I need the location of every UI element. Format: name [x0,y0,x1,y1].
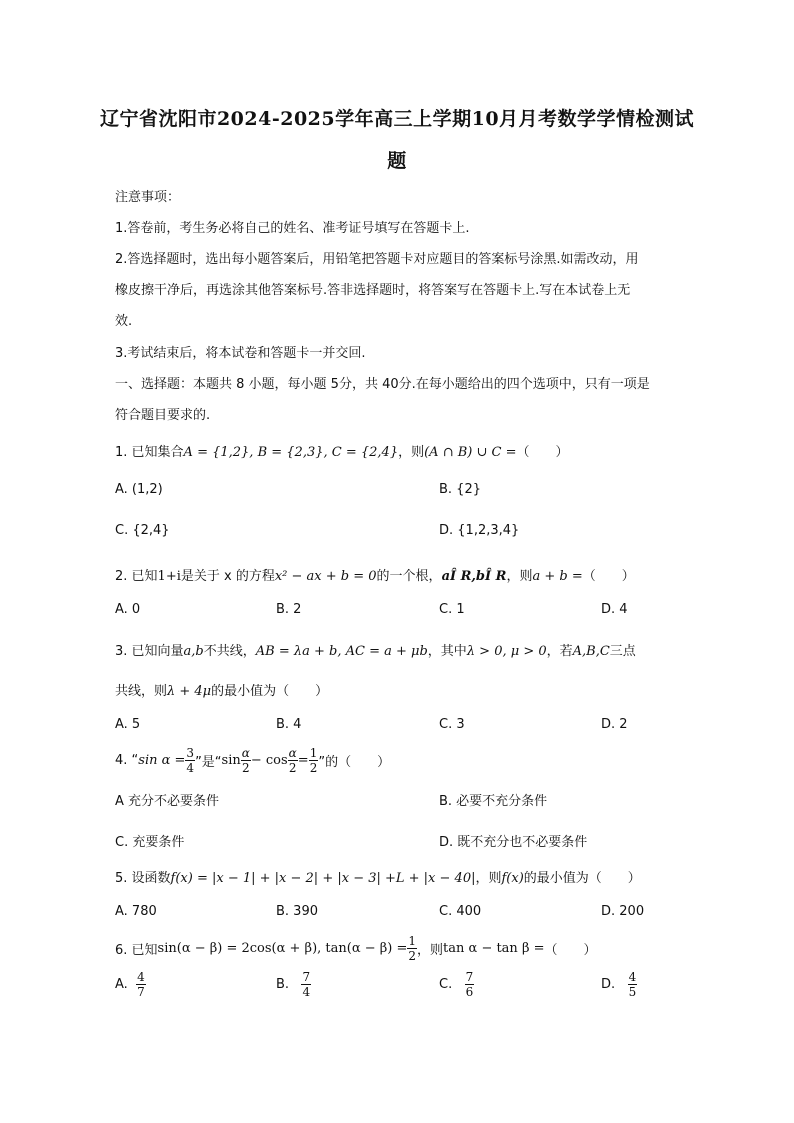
notice-item-2-end: 效. [115,314,133,329]
q4-sin2: sin [221,752,241,768]
q1-mid: ，则 [398,445,425,460]
q3-mid3: ，若 [546,644,573,659]
q2-root: 1+i [157,569,181,584]
question-6 [115,930,597,966]
q3-line2-expression: λ + 4μ [167,684,212,699]
q6-c-den: 6 [465,985,474,999]
q6-option-b[interactable] [276,970,311,999]
q3-option-a[interactable]: A. 5 [115,717,141,732]
q4-f3-den: 2 [288,760,297,775]
notice-item-2: 2.答选择题时，选出每小题答案后，用铅笔把答题卡对应题目的答案标号涂黑.如需改动，用 [115,252,639,267]
q6-option-d[interactable] [601,970,637,999]
notice-heading: 注意事项： [115,190,181,205]
q6-option-a[interactable] [115,970,146,999]
q6-a-num: 4 [137,970,145,984]
q1-option-b[interactable]: B. {2} [439,482,481,497]
q6-blank: （ ） [544,942,597,958]
q4-f2-den: 2 [241,760,250,775]
q6-b-fraction [301,970,311,999]
question-1 [115,441,569,460]
q4-equals: = [297,752,309,768]
q3-vectors: a,b [183,644,204,659]
q4-f2-num: α [241,745,250,760]
q5-prefix: 5. 设函数 [115,871,171,886]
q6-expression: tan α − tan β = [443,940,545,956]
q5-option-c[interactable]: C. 400 [439,904,482,919]
q2-option-a[interactable]: A. 0 [115,602,141,617]
q2-option-b[interactable]: B. 2 [276,602,302,617]
q1-expression: (A ∩ B) ∪ C = [424,445,517,460]
section-heading: 一、选择题：本题共 8 小题，每小题 5分，共 40分.在每小题给出的四个选项中，只有一项是 [115,377,650,392]
notice-item-1: 1.答卷前，考生务必将自己的姓名、准考证号填写在答题卡上. [115,221,470,236]
q6-fraction [407,934,417,963]
q1-prefix: 1. 已知集合 [115,445,184,460]
question-2 [115,565,635,584]
question-3 [115,640,636,659]
q6-b-num: 7 [302,970,311,984]
q6-prefix: 6. 已知 [115,942,158,958]
q4-option-c[interactable]: C. 充要条件 [115,835,185,850]
q4-f1-den: 4 [186,760,195,775]
q4-f4-num: 1 [309,745,318,760]
q4-end: ”的（ ） [318,754,391,770]
q6-c-label: C. [439,977,453,992]
q5-option-d[interactable]: D. 200 [601,904,645,919]
q2-blank: （ ） [582,569,635,584]
q5-mid: ，则 [475,871,502,886]
q2-option-d[interactable]: D. 4 [601,602,628,617]
q3-mid2: ，其中 [427,644,467,659]
q1-blank: （ ） [516,445,569,460]
q3-vector-equations: AB = λa + b, AC = a + μb [255,644,428,659]
q2-condition: aÎ R,bÎ R [441,569,507,584]
question-4 [115,742,390,778]
q3-line2-end: 的最小值为（ ） [211,684,329,699]
q6-f-num: 1 [408,933,417,948]
q4-fraction-1 [185,746,195,775]
q4-f3-num: α [288,745,297,760]
q6-b-label: B. [276,977,290,992]
question-5 [115,867,641,886]
q3-option-b[interactable]: B. 4 [276,717,302,732]
q5-option-b[interactable]: B. 390 [276,904,318,919]
exam-title: 辽宁省沈阳市2024-2025学年高三上学期10月月考数学学情检测试 [99,108,695,130]
q4-f1-num: 3 [186,745,195,760]
q5-option-a[interactable]: A. 780 [115,904,157,919]
q4-fraction-4 [309,746,319,775]
section-heading-cont: 符合题目要求的. [115,408,211,423]
q6-equation: sin(α − β) = 2cos(α + β), tan(α − β) = [157,940,408,956]
q6-b-den: 4 [302,985,311,999]
q4-sin: sin α = [138,752,186,768]
q4-option-d[interactable]: D. 既不充分也不必要条件 [439,835,588,850]
q1-sets: A = {1,2}, B = {2,3}, C = {2,4} [183,445,399,460]
q3-mid: 不共线， [203,644,256,659]
q3-option-d[interactable]: D. 2 [601,717,628,732]
q6-c-num: 7 [465,970,474,984]
q4-f4-den: 2 [309,760,318,775]
q6-a-fraction [136,970,146,999]
q6-f-den: 2 [408,948,417,963]
q2-mid3: ，则 [506,569,533,584]
q4-minus-cos: − cos [250,752,288,768]
notice-item-2-cont: 橡皮擦干净后，再选涂其他答案标号.答非选择题时，将答案写在答题卡上.写在本试卷上无 [115,283,631,298]
q4-fraction-2 [241,746,251,775]
q4-option-a[interactable]: A 充分不必要条件 [115,794,220,809]
q2-mid: 是关于 x 的方程 [180,569,275,584]
q1-option-c[interactable]: C. {2,4} [115,523,170,538]
q3-end: 三点 [609,644,636,659]
q6-a-label: A. [115,977,128,992]
q2-option-c[interactable]: C. 1 [439,602,465,617]
q4-prefix: 4. “ [115,752,139,768]
q6-d-den: 5 [628,985,637,999]
q4-option-b[interactable]: B. 必要不充分条件 [439,794,548,809]
q3-points: A,B,C [572,644,610,659]
q2-expression: a + b = [532,569,583,584]
q6-d-fraction [628,970,638,999]
q3-prefix: 3. 已知向量 [115,644,184,659]
q2-prefix: 2. 已知 [115,569,158,584]
q1-option-d[interactable]: D. {1,2,3,4} [439,523,520,538]
q5-fx: f(x) [501,871,524,886]
q6-c-fraction [465,970,475,999]
q6-d-label: D. [601,977,616,992]
q4-fraction-3 [288,746,298,775]
q3-condition: λ > 0, μ > 0 [466,644,547,659]
q6-a-den: 7 [137,985,145,999]
q3-option-c[interactable]: C. 3 [439,717,465,732]
q2-mid2: 的一个根， [376,569,442,584]
question-3-cont [115,680,328,699]
q3-line2-prefix: 共线，则 [115,684,168,699]
q4-mid: ”是“ [195,754,222,770]
q1-option-a[interactable]: A. (1,2) [115,482,163,497]
notice-item-3: 3.考试结束后，将本试卷和答题卡一并交回. [115,346,366,361]
q5-end: 的最小值为（ ） [523,871,641,886]
q6-option-c[interactable] [439,970,474,999]
exam-title-continued: 题 [387,150,407,172]
q6-mid: ，则 [417,942,444,958]
q2-equation: x² − ax + b = 0 [274,569,377,584]
q5-function: f(x) = |x − 1| + |x − 2| + |x − 3| +L + |x − 40| [170,871,476,886]
q6-d-num: 4 [628,970,637,984]
